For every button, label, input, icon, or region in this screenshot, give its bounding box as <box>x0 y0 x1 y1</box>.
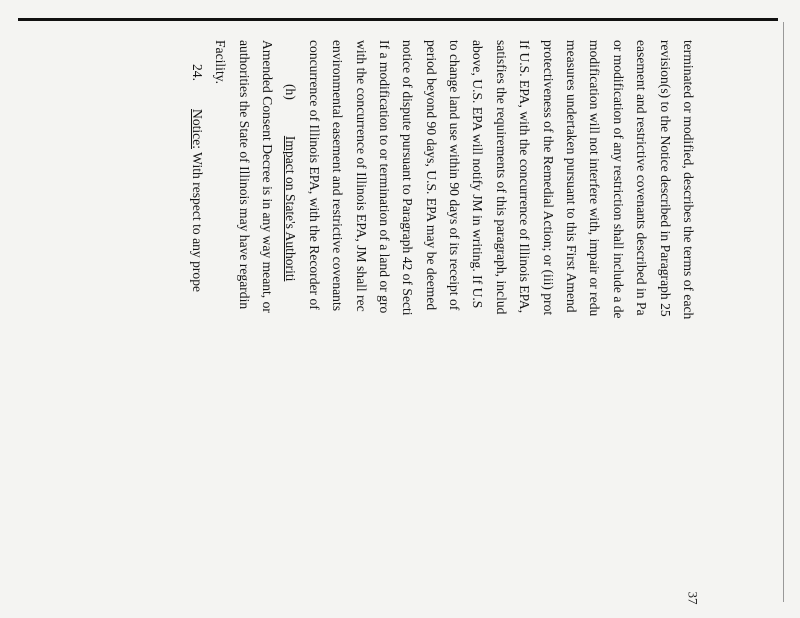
text-line: terminated or modified, describes the terms of each <box>681 40 696 320</box>
text-line: environmental easement and restrictive covenants <box>330 40 346 312</box>
scan-edge-top <box>18 18 778 21</box>
text-line: period beyond 90 days, U.S. EPA may be deemed <box>423 40 439 311</box>
text-line: concurrence of Illinois EPA, with the Recorder of <box>306 40 322 310</box>
text-line: satisfies the requirements of this paragraph, includ <box>493 40 509 315</box>
text-line: or modification of any restriction shall include a de <box>610 40 626 319</box>
text-line: authorities the State of Illinois may have regardin <box>236 40 252 310</box>
scan-edge-right <box>783 22 784 602</box>
text-line: protectiveness of the Remedial Action; or (iii) prot <box>540 40 556 316</box>
rotated-text-block <box>185 40 700 618</box>
page-number: 37 <box>685 591 701 605</box>
text-line: to change land use within 90 days of its receipt of <box>447 40 463 311</box>
section-text: With respect to any prope <box>189 152 205 293</box>
text-line: If a modification to or termination of a land or gro <box>376 40 392 314</box>
text-line: If U.S. EPA, with the concurrence of Illinois EPA, <box>517 40 533 314</box>
text-line: notice of dispute pursuant to Paragraph 42 of Secti <box>400 40 416 316</box>
section-number: 24. <box>189 64 205 81</box>
text-line: Facility. <box>213 40 229 85</box>
subsection-title: Impact on State's Authoriti <box>283 135 299 282</box>
subsection-label: (h) <box>283 84 299 100</box>
text-line: revision(s) to the Notice described in Paragraph 25 <box>657 40 673 317</box>
text-line: Amended Consent Decree is in any way meant, or <box>259 40 275 313</box>
text-line: measures undertaken pursuant to this First Amend <box>564 40 580 313</box>
text-line: modification will not interfere with, impair or redu <box>587 40 603 317</box>
subsection-heading <box>279 40 302 618</box>
text-line: easement and restrictive covenants described in Pa <box>634 40 650 316</box>
section-title: Notice: <box>189 109 205 150</box>
section-heading <box>185 40 208 618</box>
text-line: with the concurrence of Illinois EPA, JM shall rec <box>353 40 369 312</box>
text-line: above, U.S. EPA will notify JM in writing. If U.S <box>470 40 486 309</box>
